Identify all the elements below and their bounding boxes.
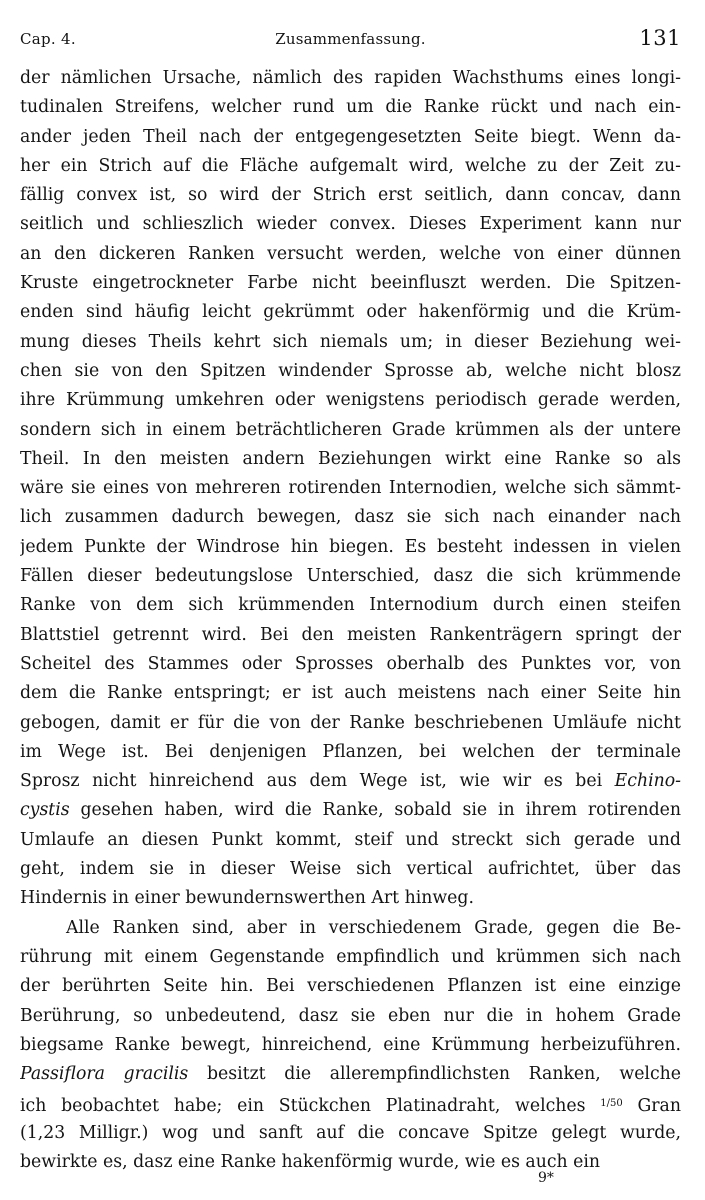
text-line: dem die Ranke entspringt; er ist auch meistens nach einer Seite hin — [20, 683, 681, 704]
text-line: im Wege ist. Bei denjenigen Pflanzen, bei welchen der terminale — [20, 741, 681, 762]
text-span: Gran — [622, 1096, 681, 1117]
text-line: ihre Krümmung umkehren oder wenigstens periodisch gerade werden, — [20, 390, 681, 411]
text-line: Fällen dieser bedeutungslose Unterschied, dasz die sich krümmende — [20, 566, 681, 587]
text-line: biegsame Ranke bewegt, hinreichend, eine Krümmung herbeizuführen. — [20, 1034, 681, 1055]
paragraph-last-line: Hindernis in einer bewundernswerthen Art hinweg. — [20, 888, 474, 909]
text-line: (1,23 Milligr.) wog und sanft auf die concave Spitze gelegt wurde, — [20, 1122, 681, 1143]
section-title: Zusammenfassung. — [275, 30, 426, 48]
text-line: geht, indem sie in dieser Weise sich vertical aufrichtet, über das — [20, 859, 681, 880]
text-line: Berührung, so unbedeutend, dasz sie eben nur die in hohem Grade — [20, 1005, 681, 1026]
text-line: Umlaufe an diesen Punkt kommt, steif und streckt sich gerade und — [20, 829, 681, 850]
text-line: enden sind häufig leicht gekrümmt oder hakenförmig und die Krüm- — [20, 302, 681, 323]
text-line: Scheitel des Stammes oder Sprosses oberhalb des Punktes vor, von — [20, 653, 681, 674]
text-line — [20, 1089, 681, 1118]
text-line: lich zusammen dadurch bewegen, dasz sie sich nach einander nach — [20, 507, 681, 528]
text-line: chen sie von den Spitzen windender Sprosse ab, welche nicht blosz — [20, 360, 681, 381]
text-line: mung dieses Theils kehrt sich niemals um; in dieser Beziehung wei- — [20, 331, 681, 352]
fraction: 1/50 — [600, 1098, 623, 1110]
text-line: Kruste eingetrockneter Farbe nicht beeinfluszt werden. Die Spitzen- — [20, 273, 681, 294]
text-line: her ein Strich auf die Fläche aufgemalt wird, welche zu der Zeit zu- — [20, 155, 681, 176]
text-line: der nämlichen Ursache, nämlich des rapiden Wachsthums eines longi- — [20, 68, 681, 88]
text-span: Sprosz nicht hinreichend aus dem Wege ist, wie wir es bei — [20, 771, 615, 792]
species-name: cystis — [20, 800, 70, 821]
text-line: Blattstiel getrennt wird. Bei den meisten Rankenträgern springt der — [20, 624, 681, 645]
text-line: Ranke von dem sich krümmenden Internodium durch einen steifen — [20, 595, 681, 616]
text-line: jedem Punkte der Windrose hin biegen. Es besteht indessen in vielen — [20, 536, 681, 557]
text-line — [20, 1060, 681, 1089]
page-number: 131 — [639, 26, 681, 50]
text-line: gebogen, damit er für die von der Ranke beschriebenen Umläufe nicht — [20, 712, 681, 733]
chapter-label: Cap. 4. — [20, 30, 76, 48]
text-line: tudinalen Streifens, welcher rund um die Ranke rückt und nach ein- — [20, 97, 681, 118]
text-line — [20, 767, 681, 796]
species-name: Echino- — [614, 771, 681, 792]
species-name: Passiflora gracilis — [20, 1064, 189, 1085]
text-span: gesehen haben, wird die Ranke, sobald sie in ihrem rotirenden — [69, 800, 681, 821]
text-line: rührung mit einem Gegenstande empfindlich und krümmen sich nach — [20, 946, 681, 967]
text-line: ander jeden Theil nach der entgegengesetzten Seite biegt. Wenn da- — [20, 126, 681, 147]
body-text — [20, 64, 681, 1177]
printer-signature-mark: 9* — [538, 1170, 554, 1186]
text-span: ich beobachtet habe; ein Stückchen Platinadraht, welches — [20, 1096, 601, 1117]
text-span: besitzt die allerempfindlichsten Ranken, welche — [188, 1064, 681, 1085]
text-line: sondern sich in einem beträchtlicheren Grade krümmen als der untere — [20, 419, 681, 440]
paragraph-first-line: Alle Ranken sind, aber in verschiedenem Grade, gegen die Be- — [66, 917, 681, 938]
text-line: Theil. In den meisten andern Beziehungen wirkt eine Ranke so als — [20, 448, 681, 469]
text-line: fällig convex ist, so wird der Strich erst seitlich, dann concav, dann — [20, 185, 681, 206]
text-line — [20, 796, 681, 825]
text-line: wäre sie eines von mehreren rotirenden Internodien, welche sich sämmt- — [20, 478, 681, 499]
text-line: bewirkte es, dasz eine Ranke hakenförmig wurde, wie es auch ein — [20, 1151, 601, 1172]
text-line: seitlich und schlieszlich wieder convex. Dieses Experiment kann nur — [20, 214, 681, 235]
text-line: an den dickeren Ranken versucht werden, welche von einer dünnen — [20, 243, 681, 264]
running-header — [20, 26, 681, 60]
text-line: der berührten Seite hin. Bei verschiedenen Pflanzen ist eine einzige — [20, 976, 681, 997]
